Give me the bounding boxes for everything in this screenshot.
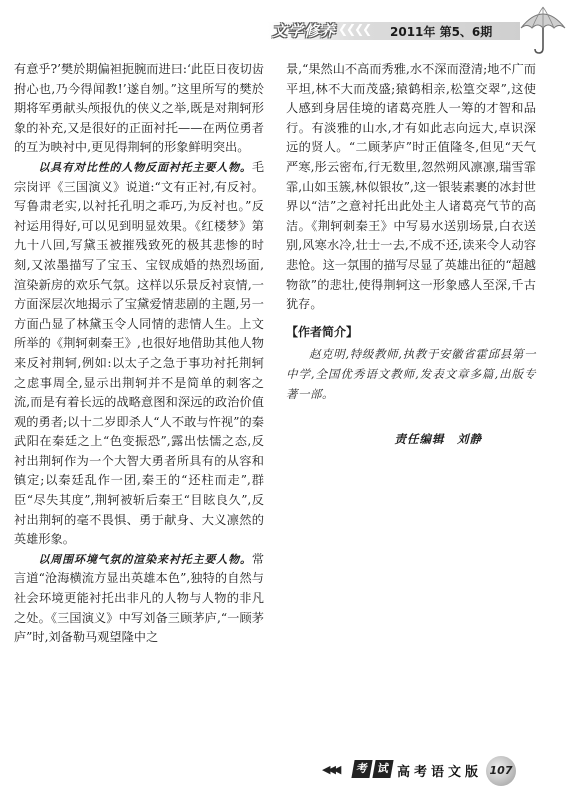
author-text: 赵克明,特级教师,执教于安徽省霍邱县第一中学,全国优秀语文教师,发表文章多篇,出版专著一部。 <box>286 347 536 402</box>
footer-badge-shi: 试 <box>372 760 393 778</box>
chevron-decoration: ❮❮❮❮ <box>338 22 371 36</box>
section-title: 文学修养 <box>272 22 337 40</box>
page-number: 107 <box>486 756 516 786</box>
umbrella-icon <box>518 4 568 56</box>
paragraph <box>14 158 264 550</box>
author-box <box>286 323 536 405</box>
paragraph <box>14 550 264 648</box>
issue-label: 2011年 第5、6期 <box>390 25 493 39</box>
paragraph-text: 景,“果然山不高而秀雅,水不深而澄清;地不广而平坦,林不大而茂盛;猿鹤相亲,松篁交翠”,这使人感到身居佳境的诸葛亮胜人一筹的才智和品行。有淡雅的山水,才有如此志向远大,卓识深远的贤人。“二顾茅庐”时正值隆冬,但见“天气严寒,彤云密布,行无数里,忽然朔风凛凛,瑞雪霏霏,山如玉簇,林似银妆”,这一银装素裹的冰封世界以“洁”之意衬托出此处主人诸葛亮气节的高洁。《荆轲刺秦王》中写易水送别场景,白衣送别,风寒水冷,壮士一去,不成不还,读来令人动容悲怆。这一氛围的描写尽显了英雄出征的“超越物欲”的悲壮,使得荆轲这一形象感人至深,千古犹存。 <box>286 62 536 312</box>
paragraph-text: 有意乎?’樊於期偏袒扼腕而进曰:‘此臣日夜切齿拊心也,乃今得闻教!’遂自刎。”这里所写的樊於期将军勇献头颅报仇的侠义之举,既是对荆轲形象的补充,又是很好的正面衬托——在两位勇者的互为映衬中,更见得荆轲的形象鲜明突出。 <box>14 62 264 155</box>
arrow-left-icon: ◀◀◀ <box>322 763 339 776</box>
page-footer <box>0 752 581 792</box>
paragraph-text: 毛宗岗评《三国演义》说道:“文有正衬,有反衬。写鲁肃老实,以衬托孔明之乖巧,为反衬也。”反衬运用得好,可以见到明显效果。《红楼梦》第九十八回,写黛玉被摧残致死的极其悲惨的时刻,又浓墨描写了宝玉、宝钗成婚的热烈场面,渲染新房的欢乐气氛。这样以乐景反衬哀情,一方面深层次地揭示了宝黛爱情悲剧的主题,另一方面凸显了林黛玉令人同情的悲情人生。上文所举的《荆轲刺秦王》,也很好地借助其他人物来反衬荆轲,例如:以太子之急于事功衬托荆轲之虑事周全,显示出荆轲并不是简单的刺客之流,而是有着长远的战略意图和深远的政治价值观的勇者;以十二岁即杀人“人不敢与忤视”的秦武阳在秦廷之上“色变振恐”,露出怯懦之态,反衬出荆轲作为一个大智大勇者所具有的从容和镇定;以秦廷乱作一团,秦王的“还柱而走”,群臣“尽失其度”,荆轲被斩后秦王“目眩良久”,反衬出荆轲的毫不畏惧、勇于献身、大义凛然的英雄形象。 <box>14 159 264 547</box>
lead-phrase: 以周围环境气氛的渲染来衬托主要人物。 <box>38 552 252 566</box>
lead-phrase: 以具有对比性的人物反面衬托主要人物。 <box>38 160 252 174</box>
magazine-name: 高考语文版 <box>397 765 483 780</box>
page-header <box>0 0 581 62</box>
paragraph-text: 常言道“沧海横流方显出英雄本色”,独特的自然与社会环境更能衬托出非凡的人物与人物的非凡之处。《三国演义》中写刘备三顾茅庐,“一顾茅庐”时,刘备勒马观望隆中之 <box>14 551 264 645</box>
author-heading: 【作者简介】 <box>286 324 359 339</box>
paragraph <box>286 60 536 315</box>
paragraph <box>14 60 264 158</box>
right-column <box>286 60 536 450</box>
footer-badge-kao: 考 <box>351 760 372 778</box>
right-column-paragraphs <box>286 60 536 315</box>
editor-credit: 责任编辑 刘静 <box>394 432 482 447</box>
left-column <box>14 60 264 648</box>
